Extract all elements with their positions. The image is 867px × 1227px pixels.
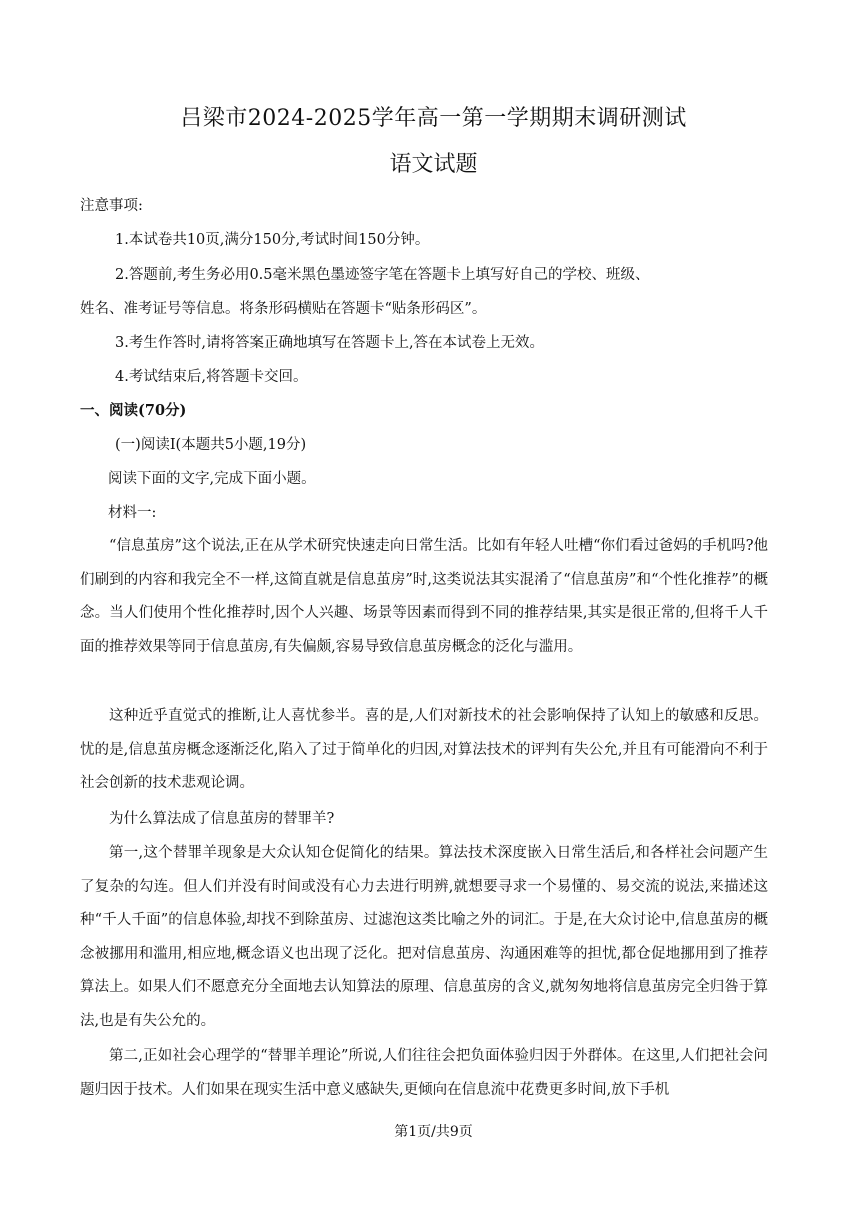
material-label: 材料一: — [108, 505, 157, 521]
notice-item-3: 3.考生作答时,请将答案正确地填写在答题卡上,答在本试卷上无效。 — [115, 335, 545, 351]
paragraph-1: “信息茧房”这个说法,正在从学术研究快速走向日常生活。比如有年轻人吐槽“你们看过爸妈的手机吗?他们刷到的内容和我完全不一样,这简直就是信息茧房”时,这类说法其实混淆了“信息茧房”和“个性化推荐”的概念。当人们使用个性化推荐时,因个人兴趣、场景等因素而得到不同的推荐结果,其实是很正常的,但将千人千面的推荐效果等同于信息茧房,有失偏颇,容易导致信息茧房概念的泛化与滥用。 — [80, 538, 768, 655]
notice-heading: 注意事项: — [80, 198, 143, 214]
notice-item-2: 2.答题前,考生务必用0.5毫米黑色墨迹签字笔在答题卡上填写好自己的学校、班级、 — [115, 267, 650, 283]
paragraph-2: 这种近乎直觉式的推断,让人喜忧参半。喜的是,人们对新技术的社会影响保持了认知上的敏感和反思。忧的是,信息茧房概念逐渐泛化,陷入了过于简单化的归因,对算法技术的评判有失公允,并且有可能滑向不利于社会创新的技术悲观论调。 — [80, 708, 768, 791]
sub-heading: (一)阅读Ⅰ(本题共5小题,19分) — [115, 437, 307, 453]
paragraph-question: 为什么算法成了信息茧房的替罪羊? — [109, 811, 335, 827]
paragraph-3: 第一,这个替罪羊现象是大众认知仓促简化的结果。算法技术深度嵌入日常生活后,和各样社会问题产生了复杂的勾连。但人们并没有时间或没有心力去进行明辨,就想要寻求一个易懂的、易交流的说法,来描述这种“千人千面”的信息体验,却找不到除茧房、过滤泡这类比喻之外的词汇。于是,在大众讨论中,信息茧房的概念被挪用和滥用,相应地,概念语义也出现了泛化。把对信息茧房、沟通困难等的担忧,都仓促地挪用到了推荐算法上。如果人们不愿意充分全面地去认知算法的原理、信息茧房的含义,就匆匆地将信息茧房完全归咎于算法,也是有失公允的。 — [80, 845, 768, 1029]
paragraph-4: 第二,正如社会心理学的“替罪羊理论”所说,人们往往会把负面体验归因于外群体。在这里,人们把社会问题归因于技术。人们如果在现实生活中意义感缺失,更倾向在信息流中花费更多时间,放下手机 — [80, 1048, 768, 1098]
instruction-text: 阅读下面的文字,完成下面小题。 — [108, 471, 316, 487]
page-number: 第1页/共9页 — [394, 1124, 473, 1140]
notice-item-2-cont: 姓名、准考证号等信息。将条形码横贴在答题卡“贴条形码区”。 — [80, 301, 487, 317]
notice-item-1: 1.本试卷共10页,满分150分,考试时间150分钟。 — [115, 232, 430, 248]
notice-item-4: 4.考试结束后,将答题卡交回。 — [115, 369, 308, 385]
exam-title: 吕梁市2024-2025学年高一第一学期期末调研测试 — [180, 106, 687, 131]
section-heading: 一、阅读(70分) — [80, 402, 187, 419]
exam-subtitle: 语文试题 — [389, 152, 478, 177]
